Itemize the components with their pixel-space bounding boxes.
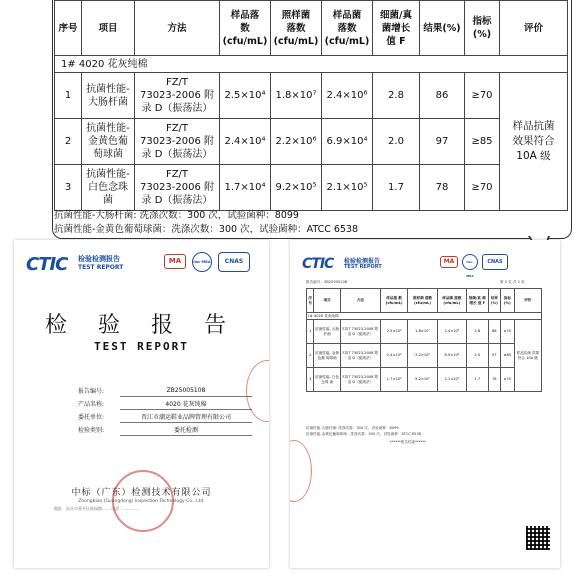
- cell-growth: 1.7: [373, 165, 420, 211]
- mini-header-cell: 评价: [514, 289, 541, 313]
- footnote-ecoli: 抗菌性能-大肠杆菌: 洗涤次数：300 次，试验菌种：8099: [54, 210, 299, 221]
- header-cell: 细菌/真 菌增长 值 F: [373, 1, 420, 56]
- table-group-row: [55, 56, 568, 73]
- info-key: 产品名称:: [78, 400, 105, 408]
- cell-evaluation: 样品抗菌 效果符合 10A 级: [500, 73, 568, 211]
- mini-results-table: [306, 288, 542, 392]
- mini-cell: 2.4×10⁴: [380, 344, 408, 368]
- mini-header-cell: 照样菌 落数 (cfu/mL): [408, 289, 437, 313]
- header-cell: 结果(%): [420, 1, 465, 56]
- mini-row: [307, 344, 542, 368]
- info-value: 4020 花灰纯棉: [120, 397, 252, 410]
- mini-cell: 2.8: [467, 320, 488, 344]
- mini-cell: 抗菌性能- 白色念珠 菌: [314, 368, 340, 392]
- mini-header-cell: 序号: [307, 289, 314, 313]
- mini-cell: 1: [307, 320, 314, 344]
- group-label: 1# 4020 花灰纯棉: [55, 56, 568, 73]
- cell-sample: 2.4×10⁶: [322, 73, 373, 119]
- mini-cell: 86: [488, 320, 501, 344]
- cell-growth: 2.8: [373, 73, 420, 119]
- info-value: 晋江市潮运鞋业品牌管理有限公司: [120, 410, 252, 423]
- mini-cell: 1.7×10⁴: [380, 368, 408, 392]
- footnote-staph: 抗菌性能-金黄色葡萄球菌：洗涤次数：300 次，试验菌种：ATCC 6538: [54, 224, 359, 235]
- info-row: [76, 397, 252, 410]
- header-cell: 评价: [500, 1, 568, 56]
- cell-result: 97: [420, 119, 465, 165]
- edge-seal-icon: [290, 440, 312, 502]
- mini-cell: 2.4×10⁶: [437, 320, 466, 344]
- mini-cell: 78: [488, 368, 501, 392]
- header-cell: 方法: [135, 1, 220, 56]
- mini-header-cell: 项目: [314, 289, 340, 313]
- info-row: [76, 423, 252, 436]
- header-cell: 样品菌 落数 (cfu/mL): [322, 1, 373, 56]
- mini-group-row: [307, 313, 542, 320]
- cell-method: FZ/T 73023-2006 附 录 D（振荡法）: [135, 119, 220, 165]
- header-cell: 项目: [82, 1, 135, 56]
- ilac-mark-icon: ilac-MRA: [192, 252, 212, 272]
- mini-header-row: [307, 289, 542, 313]
- info-value: 委托检测: [120, 423, 252, 436]
- issuing-org-en: Zhongbiao (Guangdong) Inspection Technology Co., Ltd.: [78, 499, 205, 504]
- ilac-mark-icon: ilac-MRA: [462, 254, 478, 270]
- cell-method: FZ/T 73023-2006 附 录 D（振荡法）: [135, 73, 220, 119]
- cell-item: 抗菌性能- 白色念珠 菌: [82, 165, 135, 211]
- mini-cell: ≥70: [501, 368, 515, 392]
- logo-en-text: TEST REPORT: [344, 264, 382, 270]
- table-row: [55, 165, 568, 211]
- mini-cell: 抗菌性能- 金黄色葡 萄球菌: [314, 344, 340, 368]
- cell-control: 9.2×10⁵: [271, 165, 322, 211]
- cell-result: 78: [420, 165, 465, 211]
- ma-mark-icon: MA: [440, 256, 458, 268]
- mini-header-cell: 细菌/真 菌增长 值 F: [467, 289, 488, 313]
- cell-sample-initial: 2.4×10⁴: [220, 119, 271, 165]
- mini-header-cell: 指标 (%): [501, 289, 515, 313]
- mini-header-cell: 结果(%): [488, 289, 501, 313]
- mini-cell: FZ/T 73023-2006 附 录 D（振荡法）: [340, 344, 380, 368]
- cell-index-req: ≥70: [465, 73, 500, 119]
- logo-cn-text: 检验检测报告: [344, 258, 381, 265]
- ctic-logo: CTIC: [302, 256, 334, 272]
- mini-header-cell: 样品菌 落数 (cfu/mL): [437, 289, 466, 313]
- org-address: 地址：汕头市金平区桂园路…… 电话：…………: [54, 506, 140, 511]
- cell-index-req: ≥70: [465, 165, 500, 211]
- info-row: [76, 410, 252, 423]
- mini-cell: 3: [307, 368, 314, 392]
- mini-cell: 抗菌性能- 大肠杆菌: [314, 320, 340, 344]
- header-cell: 照样菌 落数 (cfu/mL): [271, 1, 322, 56]
- report-end-marker: ******报告结束******: [390, 440, 426, 444]
- mini-cell: 样品抗菌 效果符合 10A 级: [514, 320, 541, 392]
- qr-code-icon: [526, 526, 550, 550]
- cnas-mark-icon: CNAS: [218, 252, 250, 272]
- cell-method: FZ/T 73023-2006 附 录 D（振荡法）: [135, 165, 220, 211]
- logo-en-text: TEST REPORT: [78, 264, 124, 271]
- table-row: [55, 119, 568, 165]
- cell-index: 3: [55, 165, 82, 211]
- cell-index-req: ≥85: [465, 119, 500, 165]
- mini-cell: 1.8×10⁷: [408, 320, 437, 344]
- table-header-row: [55, 1, 568, 56]
- cell-index: 2: [55, 119, 82, 165]
- cell-index: 1: [55, 73, 82, 119]
- cover-title-cn: 检 验 报 告: [45, 313, 238, 338]
- mini-cell: 2.0: [467, 344, 488, 368]
- cell-control: 2.2×10⁶: [271, 119, 322, 165]
- mini-cell: 2.5×10⁴: [380, 320, 408, 344]
- header-cell: 样品落 数 (cfu/mL): [220, 1, 271, 56]
- mini-group-label: 1# 4020 花灰纯棉: [307, 313, 542, 320]
- mini-cell: 2.1×10⁵: [437, 368, 466, 392]
- mini-row: [307, 368, 542, 392]
- cell-control: 1.8×10⁷: [271, 73, 322, 119]
- cell-result: 86: [420, 73, 465, 119]
- report-number: 报告编号：ZB25005108: [306, 280, 348, 284]
- cell-sample: 2.1×10⁵: [322, 165, 373, 211]
- logo-cn-text: 检验检测报告: [78, 255, 120, 263]
- cell-item: 抗菌性能- 金黄色葡 萄球菌: [82, 119, 135, 165]
- info-value: ZB25005108: [120, 384, 252, 397]
- mini-header-cell: 方法: [340, 289, 380, 313]
- cell-item: 抗菌性能- 大肠杆菌: [82, 73, 135, 119]
- mini-cell: FZ/T 73023-2006 附 录 D（振荡法）: [340, 320, 380, 344]
- info-row: [76, 384, 252, 397]
- issuing-org-cn: 中标（广东）检测技术有限公司: [71, 488, 212, 498]
- mini-cell: ≥70: [501, 320, 515, 344]
- report-cover-page: [14, 240, 269, 568]
- cover-title-en: TEST REPORT: [94, 340, 189, 353]
- mini-cell: ≥85: [501, 344, 515, 368]
- info-key: 检验类别:: [78, 426, 105, 434]
- page-number: 第 2 页 共 2 页: [500, 280, 525, 284]
- cell-sample-initial: 1.7×10⁴: [220, 165, 271, 211]
- cell-sample-initial: 2.5×10⁴: [220, 73, 271, 119]
- mini-cell: 9.2×10⁵: [408, 368, 437, 392]
- mini-cell: 6.9×10⁴: [437, 344, 466, 368]
- report-results-page: [290, 240, 560, 568]
- header-cell: 序号: [55, 1, 82, 56]
- info-key: 委托单位:: [78, 413, 105, 421]
- header-cell: 指标 (%): [465, 1, 500, 56]
- mini-cell: 2: [307, 344, 314, 368]
- cnas-mark-icon: CNAS: [482, 254, 508, 270]
- mini-cell: FZ/T 73023-2006 附 录 D（振荡法）: [340, 368, 380, 392]
- mini-footnote-1: 抗菌性能-大肠杆菌: 洗涤次数：300 次，试验菌种：8099: [306, 426, 399, 430]
- cover-info-table: [76, 384, 252, 436]
- mini-footnote-2: 抗菌性能-金黄色葡萄球菌：洗涤次数：300 次，试验菌种：ATCC 6538: [306, 432, 422, 436]
- mini-cell: 1.7: [467, 368, 488, 392]
- ctic-logo: CTIC: [26, 254, 68, 275]
- mini-cell: 97: [488, 344, 501, 368]
- mini-header-cell: 样品落 数 (cfu/mL): [380, 289, 408, 313]
- table-row: [55, 73, 568, 119]
- cell-growth: 2.0: [373, 119, 420, 165]
- mini-row: [307, 320, 542, 344]
- info-key: 报告编号:: [78, 387, 105, 395]
- zoom-results-table: [54, 0, 568, 211]
- cell-sample: 6.9×10⁴: [322, 119, 373, 165]
- ma-mark-icon: MA: [164, 254, 186, 269]
- mini-cell: 2.2×10⁶: [408, 344, 437, 368]
